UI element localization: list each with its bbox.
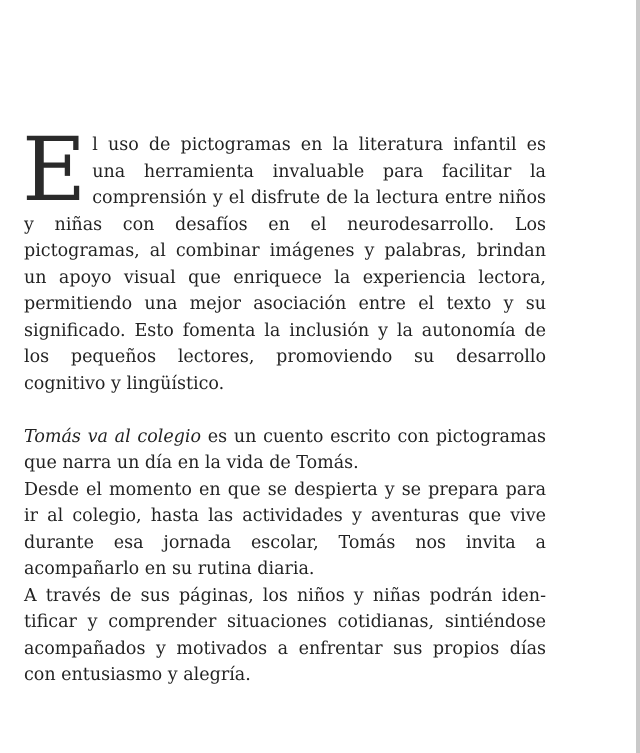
book-description-paragraph	[24, 424, 546, 477]
body-text	[22, 118, 546, 689]
book-title: Tomás va al colegio	[24, 426, 202, 447]
closing-paragraph	[24, 583, 546, 689]
intro-paragraph-text: l uso de pictogramas en la literatura infantil es una herramienta invaluable para facilitar la comprensión y el disfrute de la lectura entre niños y niñas con desafíos en el neurodesarrollo. Los pictogramas, al combinar imágenes y palabras, brindan un apoyo visual que enriquece la experiencia lectora, permitiendo una mejor asociación entre el texto y su significado. Esto fomenta la inclusión y la autonomía de los pequeños lectores, promoviendo su desarrollo cognitivo y lingüístico.	[24, 135, 546, 394]
drop-cap: E	[22, 118, 87, 221]
story-summary-text: Desde el momento en que se despierta y se prepara para ir al colegio, hasta las actividades y aventuras que vive durante esa jornada escolar, Tomás nos invita a acompañarlo en su rutina diaria.	[24, 479, 546, 579]
book-description-text: es un cuento escrito con pictogramas que narra un día en la vida de Tomás.	[24, 426, 546, 473]
story-summary-paragraph	[24, 477, 546, 583]
page-edge-divider	[636, 0, 640, 753]
intro-paragraph	[22, 118, 546, 397]
closing-text: A través de sus páginas, los niños y niñas podrán identificar y comprender situaciones cotidianas, sintiéndose acompañados y motivados a enfrentar sus propios días con entusiasmo y alegría.	[24, 585, 546, 685]
